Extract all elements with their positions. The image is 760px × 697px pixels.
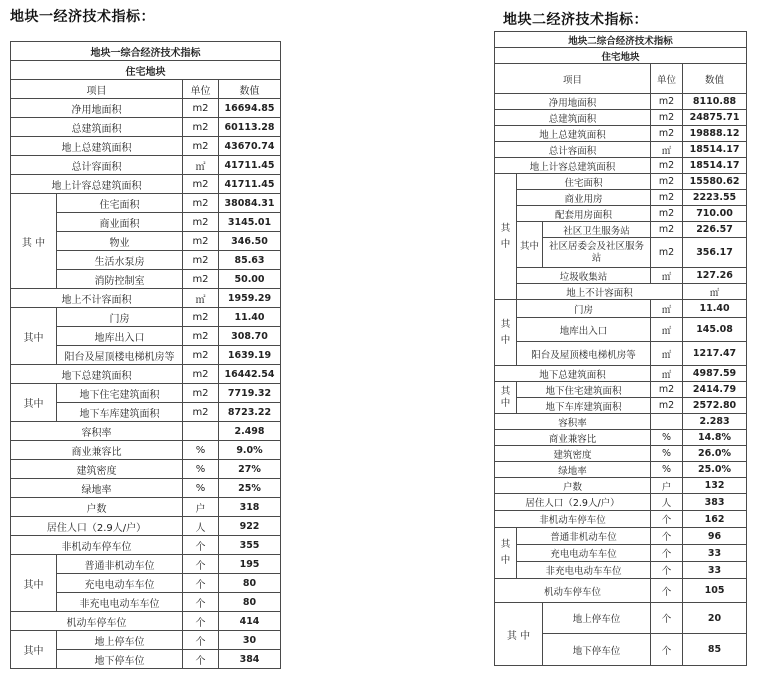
row-unit: 户 xyxy=(183,498,219,517)
header-item: 项目 xyxy=(495,64,651,94)
row-unit: % xyxy=(183,441,219,460)
group-label: 其中 xyxy=(11,555,57,612)
table-row xyxy=(11,194,281,213)
row-value: 25.0% xyxy=(683,462,747,478)
row-value: 43670.74 xyxy=(219,137,281,156)
table-row xyxy=(11,137,281,156)
row-value: 14.8% xyxy=(683,430,747,446)
row-value: 11.40 xyxy=(219,308,281,327)
row-label: 净用地面积 xyxy=(11,99,183,118)
table-row xyxy=(495,318,747,342)
row-value: 2.498 xyxy=(219,422,281,441)
row-unit: m2 xyxy=(651,94,683,110)
row-unit: ㎡ xyxy=(683,284,747,300)
row-label: 地下停车位 xyxy=(543,634,651,666)
row-unit: m2 xyxy=(183,213,219,232)
row-unit: % xyxy=(183,479,219,498)
row-value: 9.0% xyxy=(219,441,281,460)
row-label: 普通非机动车位 xyxy=(57,555,183,574)
row-value: 414 xyxy=(219,612,281,631)
row-label: 地下住宅建筑面积 xyxy=(517,382,651,398)
row-unit: 个 xyxy=(651,603,683,634)
row-unit: m2 xyxy=(651,174,683,190)
row-value: 383 xyxy=(683,494,747,511)
row-label: 总建筑面积 xyxy=(11,118,183,137)
table-row xyxy=(495,300,747,318)
row-unit: m2 xyxy=(651,238,683,268)
row-label: 总建筑面积 xyxy=(495,110,651,126)
row-unit: m2 xyxy=(183,251,219,270)
table-title-row xyxy=(495,32,747,48)
row-label: 居住人口（2.9人/户） xyxy=(495,494,651,511)
row-label: 地下车库建筑面积 xyxy=(57,403,183,422)
row-value: 162 xyxy=(683,511,747,528)
row-value: 3145.01 xyxy=(219,213,281,232)
row-unit: 个 xyxy=(651,545,683,562)
row-label: 地下住宅建筑面积 xyxy=(57,384,183,403)
table-row xyxy=(11,479,281,498)
plot2-heading: 地块二经济技术指标： xyxy=(503,12,648,28)
row-value: 2223.55 xyxy=(683,190,747,206)
group-label: 其中 xyxy=(495,300,517,366)
row-unit: 个 xyxy=(651,528,683,545)
row-value: 20 xyxy=(683,603,747,634)
row-value: 226.57 xyxy=(683,222,747,238)
row-unit: ㎡ xyxy=(651,300,683,318)
row-value: 145.08 xyxy=(683,318,747,342)
row-value: 33 xyxy=(683,545,747,562)
header-value: 数值 xyxy=(219,80,281,99)
row-unit: 人 xyxy=(651,494,683,511)
row-label: 户数 xyxy=(495,478,651,494)
table-row xyxy=(495,511,747,528)
table-row xyxy=(495,430,747,446)
row-value: 27% xyxy=(219,460,281,479)
row-label: 建筑密度 xyxy=(11,460,183,479)
table-row xyxy=(11,441,281,460)
row-value: 60113.28 xyxy=(219,118,281,137)
row-unit: 人 xyxy=(183,517,219,536)
row-label: 非机动车停车位 xyxy=(11,536,183,555)
row-unit: m2 xyxy=(651,398,683,414)
table-row xyxy=(11,99,281,118)
row-unit: m2 xyxy=(183,384,219,403)
row-label: 机动车停车位 xyxy=(495,579,651,603)
row-unit: m2 xyxy=(183,365,219,384)
row-unit: 个 xyxy=(183,631,219,650)
table-row xyxy=(11,289,281,308)
table-row xyxy=(495,366,747,382)
table-row xyxy=(495,494,747,511)
row-label: 配套用房面积 xyxy=(517,206,651,222)
row-label: 地上计容总建筑面积 xyxy=(11,175,183,194)
row-value: 41711.45 xyxy=(219,156,281,175)
row-label: 地库出入口 xyxy=(517,318,651,342)
row-unit: 个 xyxy=(183,536,219,555)
row-label: 普通非机动车位 xyxy=(517,528,651,545)
row-label: 容积率 xyxy=(11,422,183,441)
table-row xyxy=(11,460,281,479)
row-unit: m2 xyxy=(651,190,683,206)
table-row xyxy=(11,156,281,175)
row-value: 24875.71 xyxy=(683,110,747,126)
row-value: 30 xyxy=(219,631,281,650)
row-value: 195 xyxy=(219,555,281,574)
group-label: 其中 xyxy=(11,631,57,669)
group-label: 其中 xyxy=(517,222,543,268)
row-label: 社区卫生服务站 xyxy=(543,222,651,238)
table-row xyxy=(495,398,747,414)
table-row xyxy=(495,142,747,158)
table-subtitle-row xyxy=(495,48,747,64)
row-label: 门房 xyxy=(57,308,183,327)
row-label: 地上不计容面积 xyxy=(11,289,183,308)
row-value: 7719.32 xyxy=(219,384,281,403)
group-label: 其中 xyxy=(495,174,517,300)
row-unit: m2 xyxy=(183,175,219,194)
row-value: 4987.59 xyxy=(683,366,747,382)
table-header-row xyxy=(11,80,281,99)
row-label: 地下车库建筑面积 xyxy=(517,398,651,414)
row-label: 地上停车位 xyxy=(57,631,183,650)
row-unit xyxy=(651,414,683,430)
row-label: 总计容面积 xyxy=(495,142,651,158)
row-unit: ㎡ xyxy=(183,289,219,308)
row-value: 710.00 xyxy=(683,206,747,222)
row-unit: m2 xyxy=(651,382,683,398)
table-row xyxy=(495,462,747,478)
table-title: 地块二综合经济技术指标 xyxy=(495,32,747,48)
row-value: 18514.17 xyxy=(683,158,747,174)
table-row xyxy=(495,222,747,238)
row-unit: m2 xyxy=(183,137,219,156)
row-value: 1217.47 xyxy=(683,342,747,366)
table-subtitle-row xyxy=(11,61,281,80)
row-value: 2572.80 xyxy=(683,398,747,414)
row-unit: m2 xyxy=(651,206,683,222)
group-label: 其中 xyxy=(11,308,57,365)
table-row xyxy=(495,382,747,398)
table-row xyxy=(11,631,281,650)
table-row xyxy=(495,545,747,562)
row-unit: ㎡ xyxy=(651,142,683,158)
row-value: 356.17 xyxy=(683,238,747,268)
row-label: 非机动车停车位 xyxy=(495,511,651,528)
row-unit: m2 xyxy=(651,110,683,126)
row-label: 垃圾收集站 xyxy=(517,268,651,284)
table-row xyxy=(11,175,281,194)
table-row xyxy=(495,414,747,430)
table-row xyxy=(495,126,747,142)
row-unit: 个 xyxy=(183,574,219,593)
row-unit: 个 xyxy=(183,612,219,631)
row-label: 商业兼容比 xyxy=(11,441,183,460)
row-label: 地上停车位 xyxy=(543,603,651,634)
row-unit: ㎡ xyxy=(651,318,683,342)
row-label: 总计容面积 xyxy=(11,156,183,175)
group-label: 其中 xyxy=(495,382,517,414)
row-label: 机动车停车位 xyxy=(11,612,183,631)
row-value: 11.40 xyxy=(683,300,747,318)
table-row xyxy=(495,528,747,545)
row-label: 绿地率 xyxy=(11,479,183,498)
row-value: 38084.31 xyxy=(219,194,281,213)
table-row xyxy=(11,536,281,555)
row-label: 户数 xyxy=(11,498,183,517)
table-title-row xyxy=(11,42,281,61)
row-value: 127.26 xyxy=(683,268,747,284)
row-value: 80 xyxy=(219,574,281,593)
row-value: 308.70 xyxy=(219,327,281,346)
row-value: 105 xyxy=(683,579,747,603)
row-unit: m2 xyxy=(183,270,219,289)
row-unit: m2 xyxy=(183,232,219,251)
table-header-row xyxy=(495,64,747,94)
row-unit: 户 xyxy=(651,478,683,494)
table-row xyxy=(495,174,747,190)
row-label: 地下总建筑面积 xyxy=(495,366,651,382)
row-label: 商业面积 xyxy=(57,213,183,232)
row-label: 地下总建筑面积 xyxy=(11,365,183,384)
table-row xyxy=(11,555,281,574)
row-label: 物业 xyxy=(57,232,183,251)
group-label: 其 中 xyxy=(495,603,543,666)
row-value: 19888.12 xyxy=(683,126,747,142)
row-label: 阳台及屋顶楼电梯机房等 xyxy=(517,342,651,366)
row-value: 346.50 xyxy=(219,232,281,251)
row-label: 绿地率 xyxy=(495,462,651,478)
table-row xyxy=(495,206,747,222)
table-row xyxy=(11,308,281,327)
row-value: 80 xyxy=(219,593,281,612)
row-value: 16442.54 xyxy=(219,365,281,384)
row-label: 充电电动车车位 xyxy=(517,545,651,562)
header-value: 数值 xyxy=(683,64,747,94)
row-value: 355 xyxy=(219,536,281,555)
row-value: 1639.19 xyxy=(219,346,281,365)
group-label: 其中 xyxy=(495,528,517,579)
header-unit: 单位 xyxy=(651,64,683,94)
row-unit: ㎡ xyxy=(651,366,683,382)
row-label: 容积率 xyxy=(495,414,651,430)
table-row xyxy=(495,268,747,284)
row-label: 非充电电动车车位 xyxy=(517,562,651,579)
row-label: 居住人口（2.9人/户） xyxy=(11,517,183,536)
row-label: 地库出入口 xyxy=(57,327,183,346)
table-row xyxy=(495,478,747,494)
group-label: 其 中 xyxy=(11,194,57,289)
row-label: 门房 xyxy=(517,300,651,318)
row-unit: ㎡ xyxy=(651,342,683,366)
row-value: 41711.45 xyxy=(219,175,281,194)
table-row xyxy=(495,110,747,126)
row-label: 净用地面积 xyxy=(495,94,651,110)
row-value: 85 xyxy=(683,634,747,666)
row-label: 地下停车位 xyxy=(57,650,183,669)
table-row xyxy=(11,612,281,631)
row-label: 地上不计容面积 xyxy=(517,284,683,300)
row-label: 地上计容总建筑面积 xyxy=(495,158,651,174)
row-value: 26.0% xyxy=(683,446,747,462)
row-value: 132 xyxy=(683,478,747,494)
row-unit: 个 xyxy=(651,579,683,603)
row-label: 充电电动车车位 xyxy=(57,574,183,593)
row-unit: 个 xyxy=(183,650,219,669)
row-unit: % xyxy=(651,446,683,462)
row-label: 非充电电动车车位 xyxy=(57,593,183,612)
row-value: 85.63 xyxy=(219,251,281,270)
row-value: 18514.17 xyxy=(683,142,747,158)
row-unit: m2 xyxy=(651,126,683,142)
row-unit: % xyxy=(651,462,683,478)
row-unit: 个 xyxy=(651,634,683,666)
table-row xyxy=(495,190,747,206)
table-row xyxy=(495,562,747,579)
row-label: 地上总建筑面积 xyxy=(495,126,651,142)
table-row xyxy=(495,446,747,462)
table-row xyxy=(11,498,281,517)
row-label: 商业用房 xyxy=(517,190,651,206)
row-value: 96 xyxy=(683,528,747,545)
table-row xyxy=(495,603,747,634)
row-label: 生活水泵房 xyxy=(57,251,183,270)
row-unit: 个 xyxy=(651,511,683,528)
row-unit: m2 xyxy=(651,158,683,174)
row-value: 16694.85 xyxy=(219,99,281,118)
row-unit xyxy=(183,422,219,441)
table-title: 地块一综合经济技术指标 xyxy=(11,42,281,61)
row-unit: % xyxy=(651,430,683,446)
header-item: 项目 xyxy=(11,80,183,99)
table-row xyxy=(495,579,747,603)
row-value: 2.283 xyxy=(683,414,747,430)
group-label: 其中 xyxy=(11,384,57,422)
row-unit: % xyxy=(183,460,219,479)
row-unit: 个 xyxy=(183,593,219,612)
row-value: 25% xyxy=(219,479,281,498)
row-label: 建筑密度 xyxy=(495,446,651,462)
row-label: 商业兼容比 xyxy=(495,430,651,446)
row-unit: m2 xyxy=(183,99,219,118)
row-unit: m2 xyxy=(183,308,219,327)
row-value: 8110.88 xyxy=(683,94,747,110)
row-unit: m2 xyxy=(183,327,219,346)
row-value: 384 xyxy=(219,650,281,669)
row-value: 15580.62 xyxy=(683,174,747,190)
row-label: 社区居委会及社区服务站 xyxy=(543,238,651,268)
table-row xyxy=(11,118,281,137)
row-label: 阳台及屋顶楼电梯机房等 xyxy=(57,346,183,365)
row-value: 318 xyxy=(219,498,281,517)
table-subtitle: 住宅地块 xyxy=(495,48,747,64)
table-row xyxy=(495,342,747,366)
table-subtitle: 住宅地块 xyxy=(11,61,281,80)
row-label: 地上总建筑面积 xyxy=(11,137,183,156)
row-value: 922 xyxy=(219,517,281,536)
row-value: 2414.79 xyxy=(683,382,747,398)
table-row xyxy=(495,284,747,300)
table-row xyxy=(495,158,747,174)
row-value: 33 xyxy=(683,562,747,579)
row-unit: ㎡ xyxy=(651,268,683,284)
row-label: 住宅面积 xyxy=(517,174,651,190)
row-unit: 个 xyxy=(183,555,219,574)
row-unit: ㎡ xyxy=(183,156,219,175)
row-label: 消防控制室 xyxy=(57,270,183,289)
row-unit: m2 xyxy=(183,346,219,365)
row-unit: m2 xyxy=(183,403,219,422)
row-unit: m2 xyxy=(183,118,219,137)
table-row xyxy=(11,384,281,403)
row-unit: m2 xyxy=(183,194,219,213)
table-row xyxy=(11,517,281,536)
plot1-indicator-table xyxy=(10,41,281,669)
plot1-heading: 地块一经济技术指标： xyxy=(10,9,155,25)
row-unit: m2 xyxy=(651,222,683,238)
plot2-indicator-table xyxy=(494,31,747,666)
row-value: 50.00 xyxy=(219,270,281,289)
header-unit: 单位 xyxy=(183,80,219,99)
table-row xyxy=(495,94,747,110)
row-value: 1959.29 xyxy=(219,289,281,308)
row-value: 8723.22 xyxy=(219,403,281,422)
table-row xyxy=(11,422,281,441)
table-row xyxy=(11,365,281,384)
row-label: 住宅面积 xyxy=(57,194,183,213)
row-unit: 个 xyxy=(651,562,683,579)
